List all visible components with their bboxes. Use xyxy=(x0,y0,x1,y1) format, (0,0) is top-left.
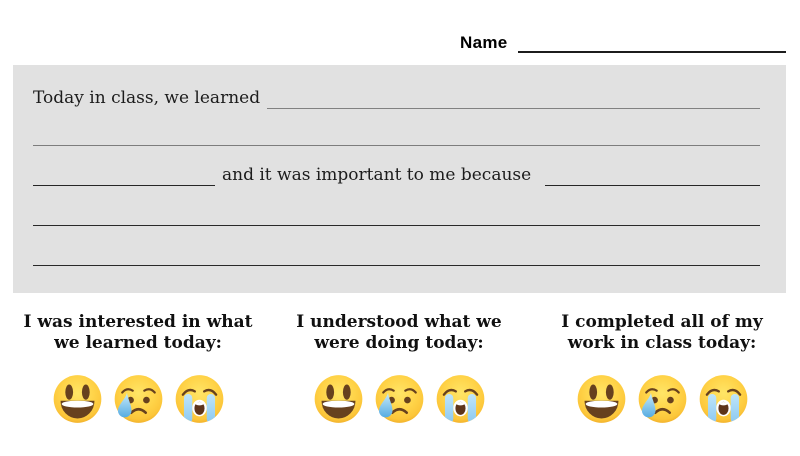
question-line-1: I understood what we xyxy=(296,312,502,332)
loudly-crying-face-emoji-icon[interactable] xyxy=(171,373,228,425)
question-line-2: we learned today: xyxy=(54,333,222,353)
sentence-row-2 xyxy=(33,164,760,186)
because-blank-line-2[interactable] xyxy=(33,225,760,226)
because-blank-line-1[interactable] xyxy=(545,179,760,186)
rating-question xyxy=(283,312,515,354)
name-blank-line[interactable] xyxy=(518,33,786,53)
name-field-row xyxy=(460,33,786,53)
rating-options-completion xyxy=(543,373,781,425)
ratings-section xyxy=(0,312,800,442)
rating-question xyxy=(543,312,781,354)
learned-blank-line-2[interactable] xyxy=(33,145,760,146)
loudly-crying-face-emoji-icon[interactable] xyxy=(695,373,752,425)
rating-options-understanding xyxy=(283,373,515,425)
rating-question xyxy=(22,312,254,354)
grinning-face-emoji-icon[interactable] xyxy=(49,373,106,425)
sentence-start-text: Today in class, we learned xyxy=(33,88,261,108)
question-line-1: I completed all of my xyxy=(561,312,763,332)
grinning-face-emoji-icon[interactable] xyxy=(310,373,367,425)
rating-column-understanding xyxy=(283,312,515,425)
learned-blank-line-1[interactable] xyxy=(267,102,760,109)
sentence-row-1 xyxy=(33,87,760,109)
question-line-2: were doing today: xyxy=(314,333,484,353)
sentence-middle-text: and it was important to me because xyxy=(222,165,532,185)
rating-options-interest xyxy=(22,373,254,425)
grinning-face-emoji-icon[interactable] xyxy=(573,373,630,425)
question-line-1: I was interested in what xyxy=(23,312,253,332)
learned-blank-line-3[interactable] xyxy=(33,179,215,186)
sad-sweat-face-emoji-icon[interactable] xyxy=(371,373,428,425)
rating-column-completion xyxy=(543,312,781,425)
sad-sweat-face-emoji-icon[interactable] xyxy=(110,373,167,425)
name-label: Name xyxy=(460,33,508,52)
rating-column-interest xyxy=(22,312,254,425)
because-blank-line-3[interactable] xyxy=(33,265,760,266)
prompt-panel xyxy=(13,65,786,293)
sad-sweat-face-emoji-icon[interactable] xyxy=(634,373,691,425)
question-line-2: work in class today: xyxy=(567,333,757,353)
loudly-crying-face-emoji-icon[interactable] xyxy=(432,373,489,425)
